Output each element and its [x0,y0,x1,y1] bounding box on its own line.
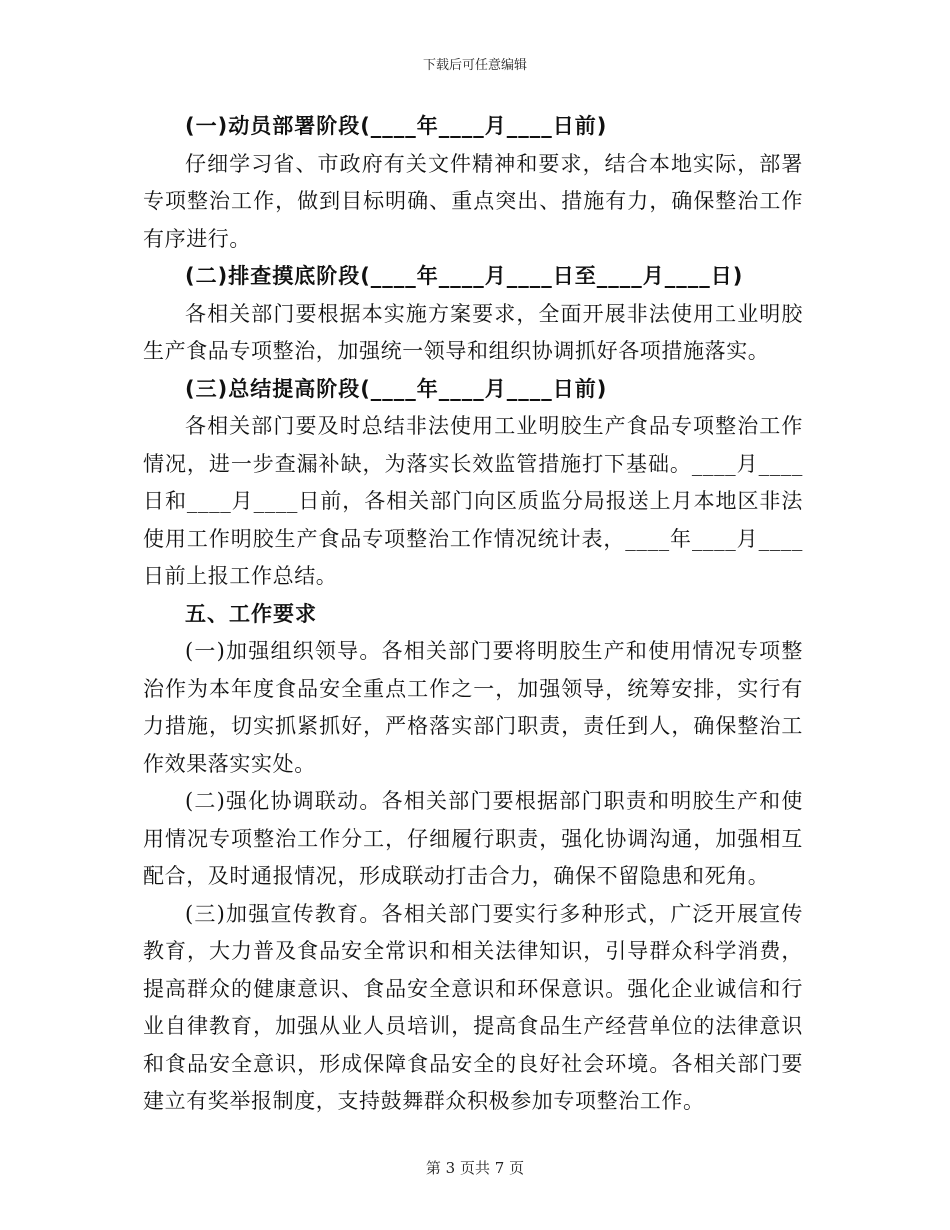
requirement-paragraph-leadership: (一)加强组织领导。各相关部门要将明胶生产和使用情况专项整治作为本年度食品安全重点工作之一，加强领导，统筹安排，实行有力措施，切实抓紧抓好，严格落实部门职责，责任到人，确保整治工作效果落实实处。 [143,639,803,776]
section-paragraph-investigation: 各相关部门要根据本实施方案要求，全面开展非法使用工业明胶生产食品专项整治，加强统一领导和组织协调抓好各项措施落实。 [143,301,803,363]
section-heading-mobilization: (一)动员部署阶段(____年____月____日前) [185,114,608,138]
section-paragraph-mobilization: 仔细学习省、市政府有关文件精神和要求，结合本地实际，部署专项整治工作，做到目标明确、重点突出、措施有力，确保整治工作有序进行。 [143,151,803,251]
requirement-paragraph-coordination: (二)强化协调联动。各相关部门要根据部门职责和明胶生产和使用情况专项整治工作分工，仔细履行职责，强化协调沟通，加强相互配合，及时通报情况，形成联动打击合力，确保不留隐患和死角。 [143,789,803,888]
document-body [143,108,803,1121]
page-footer: 第 3 页共 7 页 [425,1159,525,1177]
requirement-paragraph-publicity: (三)加强宣传教育。各相关部门要实行多种形式，广泛开展宣传教育，大力普及食品安全常识和相关法律知识，引导群众科学消费，提高群众的健康意识、食品安全意识和环保意识。强化企业诚信和行业自律教育，加强从业人员培训，提高食品生产经营单位的法律意识和食品安全意识，形成保障食品安全的良好社会环境。各相关部门要建立有奖举报制度，支持鼓舞群众积极参加专项整治工作。 [143,901,803,1113]
page-header: 下载后可任意编辑 [422,58,527,73]
section-paragraph-summary: 各相关部门要及时总结非法使用工业明胶生产食品专项整治工作情况，进一步查漏补缺，为落实长效监管措施打下基础。____月____日和____月____日前，各相关部门向区质监分局报送上月本地区非法使用工作明胶生产食品专项整治工作情况统计表，____年____月____日前上报工作总结。 [143,414,803,588]
section-heading-work-requirements: 五、工作要求 [185,601,317,626]
section-heading-investigation: (二)排查摸底阶段(____年____月____日至____月____日) [185,264,744,288]
section-heading-summary: (三)总结提高阶段(____年____月____日前) [185,376,608,401]
